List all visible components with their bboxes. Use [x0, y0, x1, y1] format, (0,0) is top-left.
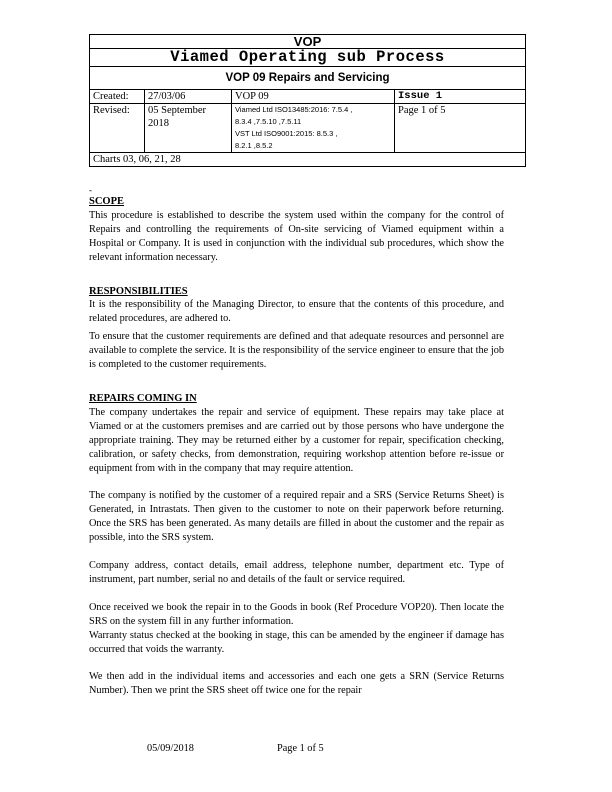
header-page-number: Page 1 of 5: [395, 104, 526, 153]
document-body: [89, 195, 504, 698]
footer-page-number: Page 1 of 5: [277, 743, 324, 754]
charts-reference: Charts 03, 06, 21, 28: [90, 153, 526, 167]
responsibilities-text-1: It is the responsibility of the Managing Director, to ensure that the contents of this procedure, and related procedures, are adhered to.: [89, 299, 504, 325]
repairs-heading: REPAIRS COMING IN: [89, 392, 197, 404]
revised-label: Revised:: [90, 104, 145, 153]
repairs-text-2: The company is notified by the customer of a required repair and a SRS (Service Returns Sheet) is Generated, in Intrastats. Then given to the customer to note on their paperwork before returning. Once the SRS has been generated. As many details are filled in about the customer and the repair as possible, into the SRS system.: [89, 490, 504, 544]
standards-reference: [232, 104, 395, 153]
responsibilities-heading: RESPONSIBILITIES: [89, 285, 188, 297]
standard-line: 8.2.1 ,8.5.2: [235, 141, 273, 150]
standard-line: VST Ltd ISO9001:2015: 8.5.3 ,: [235, 129, 338, 138]
repairs-text-4: Once received we book the repair in to the Goods in book (Ref Procedure VOP20). Then locate the SRS on the system fill in any further information.: [89, 601, 504, 627]
scope-heading: SCOPE: [89, 196, 125, 207]
responsibilities-text-2: To ensure that the customer requirements are defined and that adequate resources and personnel are available to complete the service. It is the responsibility of the service engineer to ensure that the job is completed to the customer requirements.: [89, 331, 504, 371]
empty-paragraph-mark: -: [89, 185, 92, 195]
scope-text: This procedure is established to describe the system used within the company for the control of Repairs and controlling the requirements of On-site servicing of Viamed equipment within a Hospital or Company. It is used in conjunction with the individual sub procedures, which show the relevant information necessary.: [89, 209, 504, 263]
created-label: Created:: [90, 90, 145, 104]
document-type: VOP: [90, 35, 526, 49]
repairs-text-1: The company undertakes the repair and service of equipment. These repairs may take place at Viamed or at the customers premises and are carried out by those persons who have undergone the appropriate training. They may be returned either by a customer for repair, specification checking, calibration, or safety checks, from demonstration, requiring workshop attention before re-issue or equipment from with in the company that may require attention.: [89, 406, 504, 474]
document-subtitle: Viamed Operating sub Process: [90, 49, 526, 67]
repairs-text-6: We then add in the individual items and accessories and each one gets a SRN (Service Returns Number). Then we print the SRS sheet off twice one for the repair: [89, 671, 504, 697]
created-date: 27/03/06: [145, 90, 232, 104]
issue-number: Issue 1: [395, 90, 526, 104]
repairs-text-5: Warranty status checked at the booking in stage, this can be amended by the engineer if damage has occurred that voids the warranty.: [89, 629, 504, 655]
procedure-title: VOP 09 Repairs and Servicing: [90, 67, 526, 90]
repairs-text-3: Company address, contact details, email address, telephone number, department etc. Type of instrument, part number, serial no and details of the fault or service required.: [89, 560, 504, 585]
standard-line: 8.3.4 ,7.5.10 ,7.5.11: [235, 117, 302, 126]
revised-date: 05 September 2018: [145, 104, 232, 153]
footer-date: 05/09/2018: [147, 743, 194, 754]
document-header-table: [89, 34, 526, 167]
doc-code: VOP 09: [232, 90, 395, 104]
standard-line: Viamed Ltd ISO13485:2016: 7.5.4 ,: [235, 105, 353, 114]
